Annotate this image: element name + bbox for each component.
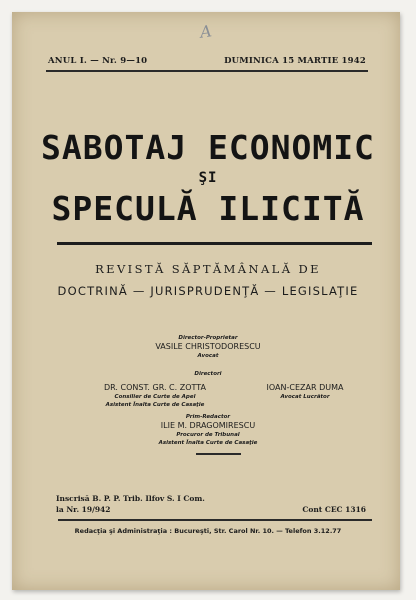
editor-title-1: Procuror de Tribunal xyxy=(176,432,240,438)
title-conjunction: ŞI xyxy=(198,170,218,186)
header-rule xyxy=(46,70,368,72)
issue-number: ANUL I. — Nr. 9—10 xyxy=(48,56,148,66)
director-role: Director-Proprietar xyxy=(178,335,238,341)
subtitle-line-2: DOCTRINĂ — JURISPRUDENŢĂ — LEGISLAŢIE xyxy=(57,284,359,298)
registration-line-1: Inscrisă B. P. P. Trib. Ilfov S. I Com. xyxy=(56,494,205,503)
issue-date: DUMINICA 15 MARTIE 1942 xyxy=(224,56,366,66)
footer-rule xyxy=(58,519,372,521)
director-1-title-2: Asistent Înalta Curte de Casaţie xyxy=(105,402,205,408)
subtitle-line-1: REVISTĂ SĂPTĂMÂNALĂ DE xyxy=(95,262,321,276)
director-2-name: IOAN-CEZAR DUMA xyxy=(266,383,344,392)
editor-name: ILIE M. DRAGOMIRESCU xyxy=(160,421,256,430)
cec-account: Cont CEC 1316 xyxy=(302,505,366,514)
directors-heading: Directori xyxy=(194,371,222,377)
address-line: Redacţia şi Administraţia : Bucureşti, Str. Carol Nr. 10. — Telefon 3.12.77 xyxy=(74,527,342,535)
director-1-title-1: Consilier de Curte de Apel xyxy=(114,394,196,400)
director-name: VASILE CHRISTODORESCU xyxy=(155,342,261,351)
magazine-cover xyxy=(12,12,400,590)
editor-title-2: Asistent Înalta Curte de Casaţie xyxy=(158,440,258,446)
title-rule xyxy=(57,242,372,245)
registration-line-2: la Nr. 19/942 xyxy=(56,505,111,514)
editor-role: Prim-Redactor xyxy=(185,414,231,420)
staff-rule xyxy=(196,453,241,455)
title-line-2: SPECULĂ ILICITĂ xyxy=(51,189,365,228)
director-title: Avocat xyxy=(197,353,219,359)
title-line-1: SABOTAJ ECONOMIC xyxy=(41,128,375,167)
handwritten-mark: A xyxy=(198,21,213,42)
director-2-title: Avocat Lucrător xyxy=(280,394,330,400)
director-1-name: DR. CONST. GR. C. ZOTTA xyxy=(104,383,206,392)
